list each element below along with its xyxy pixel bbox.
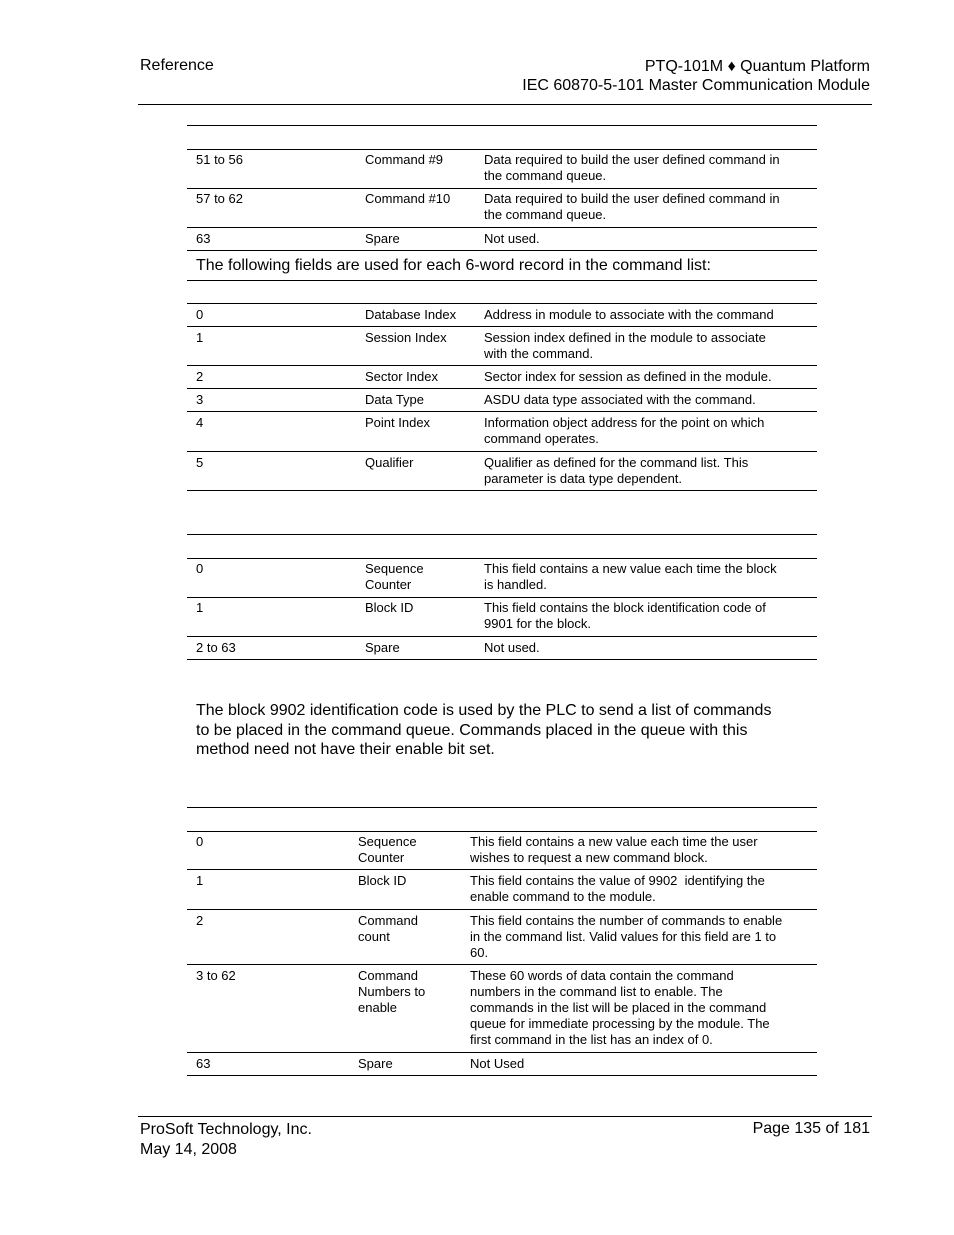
cell-offset: 1 [196, 330, 204, 345]
footer-company-block [140, 1120, 312, 1159]
block-9902-paragraph: The block 9902 identification code is used by the PLC to send a list of commands to be placed in the command queue. Commands placed in the queue with this method need not have their enable bit set. [196, 702, 772, 758]
footer-rule [138, 1116, 872, 1117]
cell-name: Block ID [365, 600, 414, 615]
table-top-rule [187, 280, 817, 281]
table-bottom-rule [187, 1075, 817, 1076]
cell-offset: 0 [196, 561, 204, 576]
row-rule [187, 909, 817, 910]
table-bottom-rule [187, 250, 817, 251]
cell-description: Data required to build the user defined command in the command queue. [484, 191, 780, 222]
row-rule [187, 1052, 817, 1053]
cell-offset: 3 to 62 [196, 968, 236, 983]
row-rule [187, 365, 817, 366]
cell-name: Command #9 [365, 152, 444, 167]
cell-description: These 60 words of data contain the command numbers in the command list to enable. The commands in the list will be placed in the command queue for immediate processing by the module. The first command in the list has an index of 0. [470, 968, 770, 1047]
cell-description: Not Used [470, 1056, 525, 1071]
cell-offset: 3 [196, 392, 204, 407]
cell-description: Data required to build the user defined command in the command queue. [484, 152, 780, 183]
cell-name: Qualifier [365, 455, 414, 470]
row-rule [187, 597, 817, 598]
table-bottom-rule [187, 490, 817, 491]
row-rule [187, 964, 817, 965]
cell-offset: 0 [196, 834, 204, 849]
cell-offset: 1 [196, 873, 204, 888]
row-rule [187, 388, 817, 389]
cell-name: Sector Index [365, 369, 438, 384]
table-top-rule [187, 534, 817, 535]
row-rule [187, 326, 817, 327]
cell-name: Spare [365, 231, 400, 246]
cell-description: This field contains the number of commands to enable in the command list. Valid values for this field are 1 to 60. [470, 913, 783, 960]
cell-offset: 4 [196, 415, 204, 430]
footer-date: May 14, 2008 [140, 1140, 237, 1158]
cell-description: Qualifier as defined for the command list. This parameter is data type dependent. [484, 455, 749, 486]
cell-name: Command Numbers to enable [358, 968, 426, 1015]
cell-offset: 2 to 63 [196, 640, 236, 655]
cell-description: This field contains the value of 9902 identifying the enable command to the module. [470, 873, 765, 904]
table-header-rule [187, 149, 817, 150]
record-fields-paragraph: The following fields are used for each 6-word record in the command list: [196, 257, 711, 274]
cell-description: Sector index for session as defined in the module. [484, 369, 772, 384]
row-rule [187, 188, 817, 189]
header-rule [138, 104, 872, 105]
table-top-rule [187, 125, 817, 126]
table-header-rule [187, 303, 817, 304]
cell-description: Not used. [484, 640, 540, 655]
footer-company: ProSoft Technology, Inc. [140, 1121, 312, 1138]
cell-description: Session index defined in the module to associate with the command. [484, 330, 766, 361]
cell-name: Sequence Counter [365, 561, 424, 592]
cell-offset: 57 to 62 [196, 191, 243, 206]
table-top-rule [187, 807, 817, 808]
header-product-title [522, 57, 870, 95]
cell-description: Information object address for the point on which command operates. [484, 415, 765, 446]
table-header-rule [187, 558, 817, 559]
row-rule [187, 451, 817, 452]
cell-offset: 51 to 56 [196, 152, 243, 167]
row-rule [187, 636, 817, 637]
cell-name: Database Index [365, 307, 457, 322]
cell-description: This field contains a new value each time the block is handled. [484, 561, 777, 592]
cell-name: Block ID [358, 873, 407, 888]
cell-offset: 63 [196, 231, 211, 246]
row-rule [187, 227, 817, 228]
cell-name: Command #10 [365, 191, 451, 206]
cell-description: This field contains a new value each time the user wishes to request a new command block. [470, 834, 758, 865]
cell-name: Data Type [365, 392, 425, 407]
header-product-line2: IEC 60870-5-101 Master Communication Module [522, 77, 870, 94]
header-product-line1: PTQ-101M ♦ Quantum Platform [644, 58, 870, 75]
cell-name: Spare [365, 640, 400, 655]
cell-name: Spare [358, 1056, 393, 1071]
cell-name: Session Index [365, 330, 447, 345]
row-rule [187, 411, 817, 412]
table-bottom-rule [187, 659, 817, 660]
cell-description: Not used. [484, 231, 540, 246]
cell-offset: 2 [196, 913, 204, 928]
cell-name: Sequence Counter [358, 834, 417, 865]
footer-page-number: Page 135 of 181 [752, 1120, 870, 1137]
cell-name: Command count [358, 913, 418, 944]
cell-description: Address in module to associate with the command [484, 307, 774, 322]
cell-offset: 63 [196, 1056, 211, 1071]
cell-offset: 0 [196, 307, 204, 322]
cell-offset: 1 [196, 600, 204, 615]
cell-description: This field contains the block identification code of 9901 for the block. [484, 600, 766, 631]
cell-name: Point Index [365, 415, 431, 430]
row-rule [187, 869, 817, 870]
cell-offset: 2 [196, 369, 204, 384]
cell-description: ASDU data type associated with the command. [484, 392, 756, 407]
cell-offset: 5 [196, 455, 204, 470]
table-header-rule [187, 831, 817, 832]
header-section-title: Reference [140, 57, 214, 74]
